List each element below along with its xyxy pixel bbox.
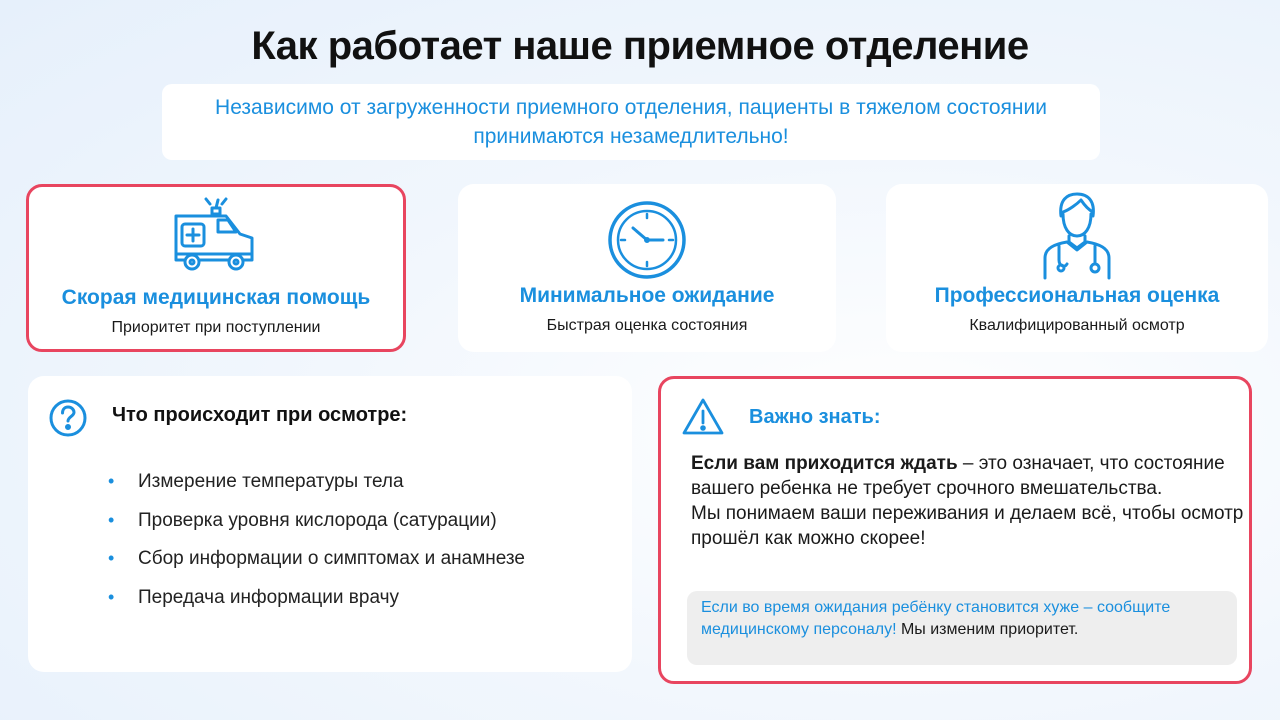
card-title: Профессиональная оценка [934,284,1220,307]
ambulance-icon [168,194,264,283]
list-item-text: Измерение температуры тела [138,471,404,492]
card-subtitle: Быстрая оценка состояния [546,317,748,334]
bullet: • [108,548,115,568]
priority-notice [162,84,1100,160]
important-body [691,451,1247,551]
important-title: Важно знать: [749,406,881,428]
tip-highlight: Если во время ожидания ребёнку становится хуже – сообщите медицинскому персоналу! [701,599,1171,638]
page-title: Как работает наше приемное отделение [251,24,1029,68]
bullet: • [108,471,115,491]
list-item-text: Проверка уровня кислорода (сатурации) [138,509,497,531]
list-item-text: Передача информации врачу [138,586,400,608]
card-waiting [458,184,836,352]
card-subtitle: Приоритет при поступлении [111,319,321,336]
card-subtitle: Квалифицированный осмотр [969,317,1185,334]
important-lead-bold: Если вам приходится ждать [691,453,958,474]
list-item [108,471,525,510]
tip-box [687,591,1237,665]
card-assessment [886,184,1268,352]
card-ambulance [26,184,406,352]
clock-icon [605,198,689,287]
exam-list [108,471,525,625]
exam-title: Что происходит при осмотре: [112,404,408,426]
important-lead-text: – это означает, что состояние вашего ребенка не требует срочного вмешательства. [691,453,1225,499]
list-item [108,548,525,587]
important-panel [658,376,1252,684]
list-item [108,587,525,626]
tip-text: Мы изменим приоритет. [896,621,1079,638]
list-item-text: Сбор информации о симптомах и анамнезе [138,548,525,569]
card-title: Скорая медицинская помощь [61,286,371,309]
priority-notice-text: Независимо от загруженности приемного отделения, пациенты в тяжелом состоянии принимаются незамедлительно! [215,96,1047,148]
list-item [108,510,525,549]
exam-panel [28,376,632,672]
bullet: • [108,509,115,530]
important-second-text: Мы понимаем ваши переживания и делаем всё, чтобы осмотр прошёл как можно скорее! [691,503,1244,549]
doctor-icon [1037,190,1117,287]
card-title: Минимальное ожидание [519,284,775,307]
question-icon [48,398,88,443]
bullet: • [108,586,115,607]
warning-icon [681,397,725,442]
